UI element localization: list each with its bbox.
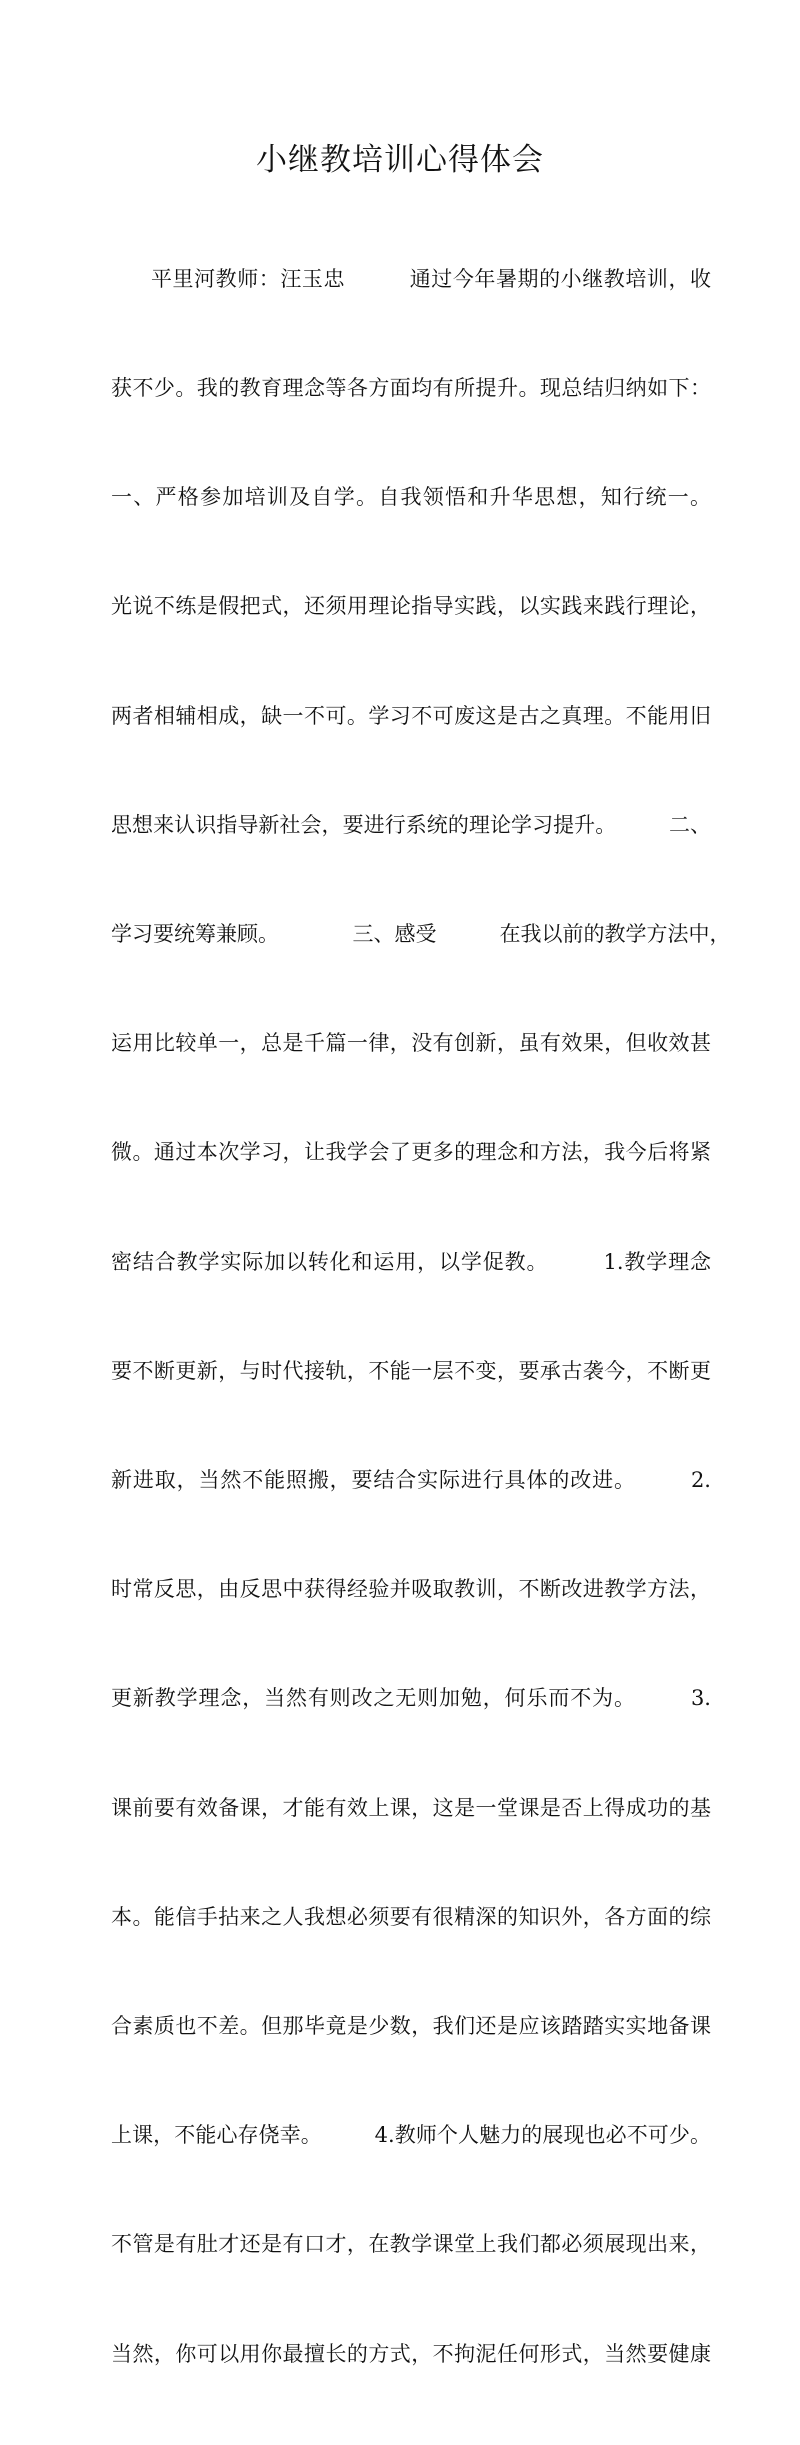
body-line: 本。能信手拈来之人我想必须要有很精深的知识外，各方面的综: [111, 1904, 711, 1929]
body-line: 平里河教师：汪玉忠 通过今年暑期的小继教培训，收: [151, 266, 711, 291]
body-line: 更新教学理念，当然有则改之无则加勉，何乐而不为。 3.: [111, 1686, 711, 1711]
body-line: 时常反思，由反思中获得经验并吸取教训，不断改进教学方法，: [111, 1577, 711, 1602]
body-line: 课前要有效备课，才能有效上课，这是一堂课是否上得成功的基: [111, 1795, 711, 1820]
body-line: 要不断更新，与时代接轨，不能一层不变，要承古袭今，不断更: [111, 1358, 711, 1383]
body-line: 运用比较单一，总是千篇一律，没有创新，虽有效果，但收效甚: [111, 1031, 711, 1056]
body-line: 新进取，当然不能照搬，要结合实际进行具体的改进。 2.: [111, 1468, 711, 1493]
body-line: 思想来认识指导新社会，要进行系统的理论学习提升。 二、: [111, 812, 711, 837]
body-line: 当然，你可以用你最擅长的方式，不拘泥任何形式，当然要健康: [111, 2341, 711, 2366]
body-line: 微。通过本次学习，让我学会了更多的理念和方法，我今后将紧: [111, 1140, 711, 1165]
body-line: 获不少。我的教育理念等各方面均有所提升。现总结归纳如下：: [111, 376, 711, 401]
body-line: 上课，不能心存侥幸。 4.教师个人魅力的展现也必不可少。: [111, 2123, 711, 2148]
document-body: [111, 188, 731, 2445]
body-line: 两者相辅相成，缺一不可。学习不可废这是古之真理。不能用旧: [111, 703, 711, 728]
body-line: 光说不练是假把式，还须用理论指导实践，以实践来践行理论，: [111, 594, 711, 619]
body-line: 学习要统筹兼顾。 三、感受 在我以前的教学方法中，: [111, 922, 731, 947]
body-line: 合素质也不差。但那毕竟是少数，我们还是应该踏踏实实地备课: [111, 2014, 711, 2039]
body-line: 一、严格参加培训及自学。自我领悟和升华思想，知行统一。: [111, 485, 711, 510]
document-title: 小继教培训心得体会: [256, 142, 544, 178]
body-line: 不管是有肚才还是有口才，在教学课堂上我们都必须展现出来，: [111, 2232, 711, 2257]
body-line: 密结合教学实际加以转化和运用，以学促教。 1.教学理念: [111, 1249, 711, 1274]
